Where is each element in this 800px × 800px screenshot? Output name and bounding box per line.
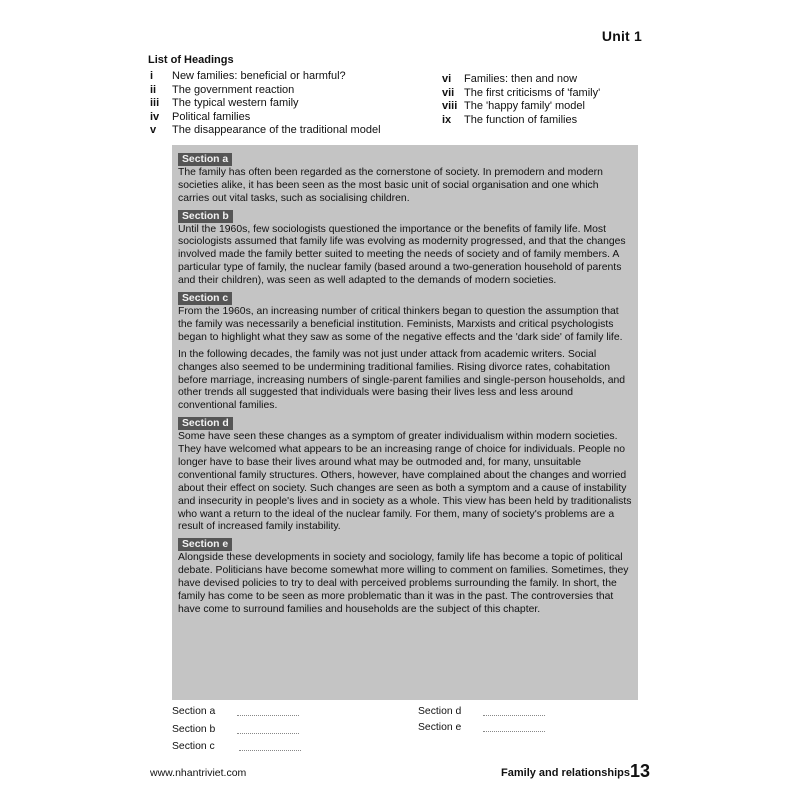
page-number: 13 (629, 761, 650, 781)
heading-text: The first criticisms of 'family' (464, 86, 601, 99)
section-paragraph: From the 1960s, an increasing number of critical thinkers began to question the assumption that the family was necessarily a beneficial institution. Feminists, Marxists and critical psychologists began to highlight what they saw as some of the negative effects and the 'dark side' of family life. (178, 305, 623, 343)
section-label: Section d (178, 417, 233, 430)
heading-text: The function of families (464, 113, 578, 126)
headings-column-right (442, 73, 652, 127)
answer-blank[interactable] (237, 725, 299, 734)
heading-item-right (442, 100, 652, 114)
headings-title: List of Headings (148, 54, 234, 66)
heading-item-left (150, 84, 440, 98)
heading-item-left (150, 111, 440, 125)
section-paragraph: Alongside these developments in society and sociology, family life has become a topic of political debate. Politicians have become somewhat more willing to comment on families. Sometimes, they have devised policies to try to deal with perceived problems surrounding the family. In short, the family has come to be seen as more problematic than it was in the past. The controversies that have come to surround families and households are the subject of this chapter. (178, 552, 629, 615)
answer-row-a (172, 706, 299, 717)
footer-title: Family and relationships (501, 767, 630, 779)
answer-blank[interactable] (239, 742, 301, 751)
heading-text: The 'happy family' model (464, 100, 585, 112)
heading-text: The typical western family (172, 97, 299, 109)
answer-row-b (172, 724, 299, 735)
answer-blank[interactable] (237, 707, 299, 716)
section-label: Section c (178, 292, 232, 305)
heading-item-left (150, 124, 440, 138)
answer-blank[interactable] (483, 707, 545, 716)
answer-label: Section b (172, 724, 216, 735)
section-label: Section e (178, 538, 232, 551)
heading-item-right (442, 73, 652, 87)
heading-number: iii (150, 97, 160, 109)
section-heading (178, 210, 632, 224)
heading-number: vi (442, 73, 452, 85)
answer-label: Section d (418, 706, 462, 717)
section-paragraph: In the following decades, the family was not just under attack from academic writers. Social changes also seemed to be undermining traditional families. Rising divorce rates, cohabitation before marriage, increasing numbers of single-parent families and single-person households, and other trends all suggested that individuals were basing their lives less and less around conventional families. (178, 348, 626, 412)
answer-row-e (418, 722, 545, 733)
heading-item-left (150, 70, 440, 84)
section-paragraph: Some have seen these changes as a symptom of greater individualism within modern societies. They have welcomed what appears to be an increasing range of choice for individuals. People no longer have to base their lives around what may be outmoded and, for many, unsuitable conventional family structures. Others, however, have complained about the changes and worried about their effect on society. Such changes are seen as both a symptom and a cause of instability and insecurity in people's lives and in society as a whole. This view has been held by traditionalists who want a return to the ideal of the nuclear family. For them, many of society's problems are a result of increased family instability. (178, 431, 632, 533)
footer-url: www.nhantriviet.com (150, 767, 247, 779)
heading-item-right (442, 87, 652, 101)
heading-item-right (442, 114, 652, 128)
section-heading (178, 153, 632, 167)
section-heading (178, 292, 632, 306)
unit-label: Unit 1 (601, 28, 642, 44)
heading-number: ix (442, 113, 452, 126)
section-paragraph: The family has often been regarded as the cornerstone of society. In premodern and modern societies alike, it has been seen as the most basic unit of social organisation and one which carries out vital tasks, such as socialising children. (178, 166, 603, 204)
section-heading (178, 417, 632, 431)
headings-column-left (150, 70, 440, 138)
section-label: Section b (178, 210, 233, 223)
heading-number: ii (150, 83, 157, 96)
answer-blank[interactable] (483, 723, 545, 732)
heading-item-left (150, 97, 440, 111)
heading-text: Political families (172, 110, 251, 123)
heading-number: viii (442, 100, 458, 112)
heading-text: New families: beneficial or harmful? (172, 70, 346, 82)
answer-label: Section c (172, 741, 215, 752)
answer-label: Section a (172, 706, 216, 717)
section-paragraph: Until the 1960s, few sociologists questioned the importance or the benefits of family life. Most sociologists assumed that family life was evolving as modernity progressed, and that the changes involved made the family better suited to meeting the needs of society and of family members. A particular type of family, the nuclear family (based around a two-generation household of parents and their children), was seen as well adapted to the demands of modern societies. (178, 223, 626, 287)
heading-number: vii (442, 86, 455, 99)
heading-text: The disappearance of the traditional model (172, 124, 381, 136)
answer-row-d (418, 706, 545, 717)
answer-label: Section e (418, 722, 462, 733)
heading-text: The government reaction (172, 83, 295, 96)
reading-passage (172, 145, 638, 700)
heading-number: v (150, 124, 157, 136)
answer-row-c (172, 741, 301, 752)
heading-number: iv (150, 110, 160, 123)
heading-text: Families: then and now (464, 73, 578, 85)
section-label: Section a (178, 153, 232, 166)
section-heading (178, 538, 632, 552)
heading-number: i (150, 70, 154, 82)
